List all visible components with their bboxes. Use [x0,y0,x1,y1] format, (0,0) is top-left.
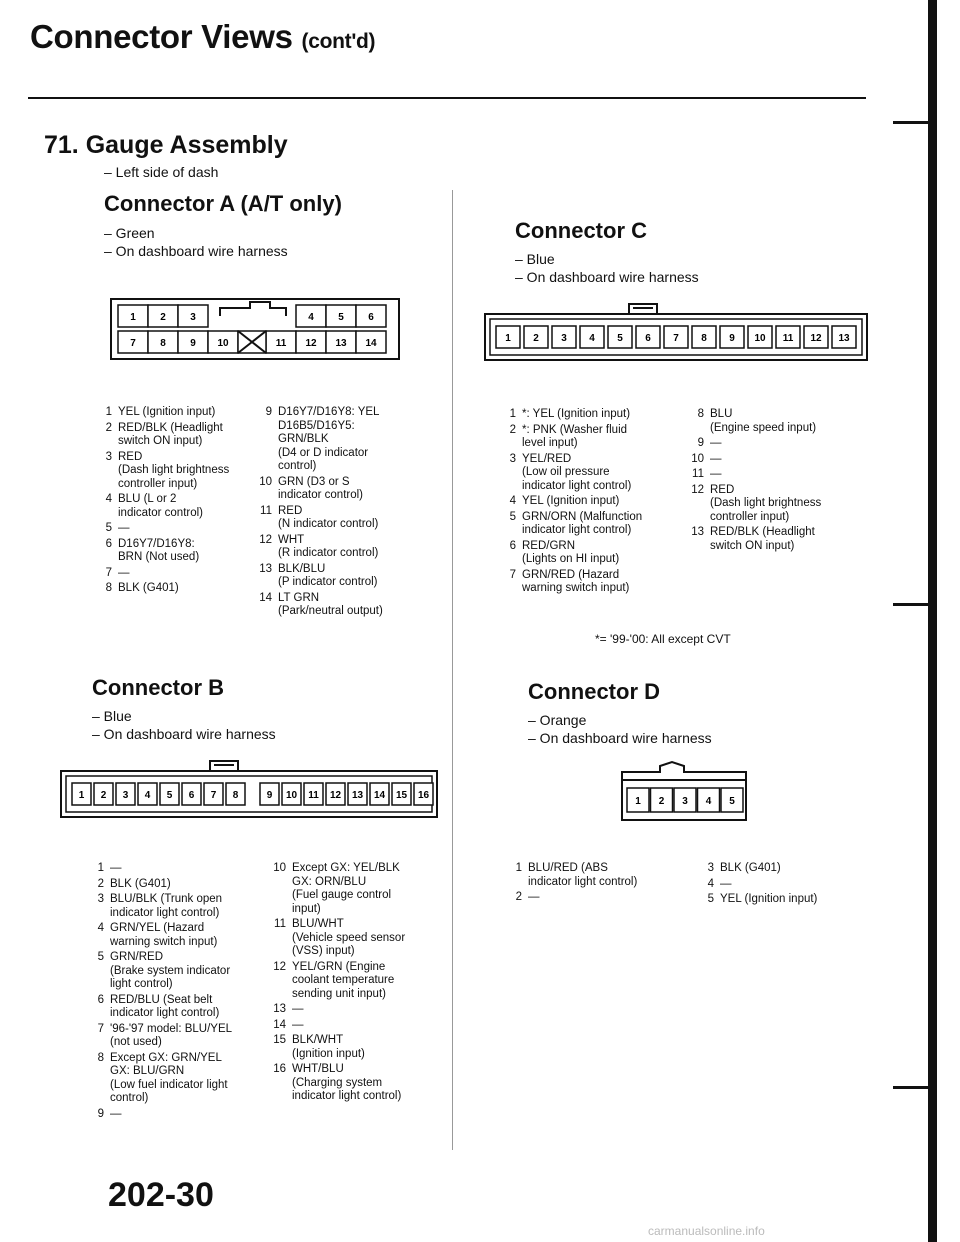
cavity [720,326,744,348]
cavity [524,326,548,348]
cavity [608,326,632,348]
pin-number: 8 [697,408,704,420]
pin-number: 5 [509,510,516,523]
pin-description: D16Y7/D16Y8: BRN (Not used) [118,537,200,563]
connector-a-title: Connector A (A/T only) [104,191,342,216]
pin-entry [98,493,268,520]
column-divider [452,190,453,1150]
connector-a-diagram [110,298,400,365]
cavity [636,326,660,348]
pin-description: BLU (Engine speed input) [710,408,817,434]
pin-description: BLU/WHT (Vehicle speed sensor (VSS) input) [292,918,406,957]
cavity-number: 3 [561,333,567,344]
cavity-number: 9 [729,333,735,344]
connector-d-pins-left [508,862,688,907]
pin-number: 8 [97,1051,104,1064]
pin-number: 5 [97,951,104,963]
cavity-number: 1 [635,796,641,807]
pin-entry [268,862,448,916]
pin-number: 3 [707,862,714,874]
pin-description: — [118,566,130,579]
pin-entry [502,495,687,509]
pin-entry [254,563,434,590]
cavity [282,783,301,805]
pin-description: BLK (G401) [720,862,781,874]
pin-description: WHT/BLU (Charging system indicator light control) [292,1063,402,1102]
pin-entry [502,408,687,422]
edge-tick [893,121,929,124]
cavity-number: 9 [190,338,196,349]
pin-description: GRN/RED (Hazard warning switch input) [522,568,630,594]
cavity [651,788,673,812]
cavity-number: 2 [533,333,539,344]
connector-b-location: – On dashboard wire harness [92,726,276,742]
cavity-number: 6 [645,333,651,344]
pin-number: 10 [259,475,272,488]
cavity-a [266,331,296,353]
pin-description: GRN/RED (Brake system indicator light control) [110,951,231,990]
pin-entry [700,893,870,907]
pin-entry [90,1023,260,1050]
cavity [674,788,696,812]
pin-description: — [710,452,722,465]
pin-number: 6 [105,537,112,550]
pin-description: YEL (Ignition input) [522,495,620,507]
pin-description: GRN/ORN (Malfunction indicator light control) [522,510,643,536]
pin-description: — [110,862,122,874]
pin-entry [502,511,687,538]
pin-entry [686,437,866,451]
pin-number: 11 [692,468,704,480]
pin-entry [98,567,268,581]
pin-entry [268,1034,448,1061]
pin-number: 14 [259,591,272,604]
pin-description: YEL (Ignition input) [118,406,216,418]
cavity-a [208,331,238,353]
pin-entry [90,951,260,992]
cavity-number: 7 [210,790,217,801]
pin-entry [98,451,268,492]
pin-description: RED/GRN (Lights on HI input) [522,539,620,565]
cavity-a [326,331,356,353]
pin-number: 3 [509,452,516,465]
cavity-number: 12 [810,333,822,344]
cavity-number: 6 [368,312,374,323]
cavity [138,783,157,805]
cavity [160,783,179,805]
pin-entry [90,878,260,892]
pin-number: 12 [691,483,704,496]
pin-number: 7 [97,1022,104,1035]
pin-description: BLK/BLU (P indicator control) [278,562,378,588]
pin-number: 13 [259,562,272,575]
pin-number: 4 [509,495,516,507]
pin-description: RED/BLU (Seat belt indicator light control) [110,993,220,1019]
connector-d-svg [620,760,750,826]
connector-a-color: – Green [104,225,155,241]
connector-c-pins-right [686,408,866,555]
cavity [721,788,743,812]
cavity [326,783,345,805]
cavity-number: 3 [190,312,196,323]
pin-number: 1 [97,862,104,874]
edge-tick [893,603,929,606]
connector-d-diagram [620,760,750,831]
pin-number: 6 [97,993,104,1006]
cavity-number: 8 [701,333,707,344]
cavity-number: 4 [589,333,595,344]
connector-c-pins-left [502,408,687,598]
pin-description: RED (Dash light brightness controller input) [118,450,230,490]
pin-description: *: YEL (Ignition input) [522,408,631,420]
connector-a-location: – On dashboard wire harness [104,243,288,259]
pin-number: 9 [265,406,272,418]
cavity-a [296,305,326,327]
cavity-number: 10 [285,790,298,801]
pin-entry [90,862,260,876]
pin-entry [98,538,268,565]
pin-entry [508,862,688,889]
pin-entry [502,540,687,567]
pin-number: 2 [97,877,104,890]
cavity-number: 1 [78,790,85,801]
pin-number: 11 [260,504,272,517]
cavity-number: 3 [682,796,688,807]
pin-entry [98,406,268,420]
page-edge-bar [928,0,937,1242]
pin-number: 2 [515,891,522,903]
latch-tab [220,302,286,316]
pin-number: 10 [691,452,704,465]
cavity [204,783,223,805]
pin-number: 7 [509,568,516,581]
cavity-number: 5 [338,312,344,323]
cavity-number: 10 [217,338,229,349]
pin-description: '96-'97 model: BLU/YEL (not used) [110,1022,233,1048]
pin-description: — [528,891,540,903]
connector-a-pins-right [254,406,434,621]
pin-description: Except GX: GRN/YEL GX: BLU/GRN (Low fuel indicator light control) [110,1051,228,1104]
pin-entry [502,569,687,596]
pin-description: GRN/YEL (Hazard warning switch input) [110,922,218,948]
cavity [804,326,828,348]
cavity-a [296,331,326,353]
cavity-a [148,305,178,327]
blocked-cavity [238,331,266,353]
cavity-number: 6 [188,790,195,801]
connector-d-pins-right [700,862,870,909]
page-title [30,18,375,56]
pin-entry [254,505,434,532]
cavity-number: 1 [130,312,136,323]
pin-description: YEL (Ignition input) [720,893,818,905]
cavity [226,783,245,805]
pin-description: YEL/RED (Low oil pressure indicator light control) [522,452,632,492]
pin-entry [686,526,866,553]
pin-description: GRN (D3 or S indicator control) [278,475,364,501]
pin-entry [508,891,688,905]
title-rule [28,97,866,99]
pin-number: 10 [273,862,286,874]
pin-entry [98,522,268,536]
pin-entry [502,453,687,494]
pin-number: 15 [273,1034,286,1046]
pin-number: 5 [707,893,714,905]
cavity-number: 2 [100,790,107,801]
pin-number: 7 [105,566,112,579]
cavity [72,783,91,805]
pin-entry [686,468,866,482]
cavity-number: 4 [144,790,151,801]
connector-b-color: – Blue [92,708,132,724]
pin-number: 4 [97,922,104,934]
pin-description: WHT (R indicator control) [278,533,379,559]
section-location: – Left side of dash [104,164,219,180]
pin-entry [254,406,434,474]
pin-entry [268,1003,448,1017]
cavity-number: 1 [505,333,511,344]
latch-tab [622,762,746,780]
connector-d-location: – On dashboard wire harness [528,730,712,746]
cavity [414,783,433,805]
cavity [580,326,604,348]
pin-number: 13 [691,526,704,538]
pin-entry [700,878,870,892]
pin-entry [268,1019,448,1033]
footer-site: carmanualsonline.info [648,1224,765,1238]
page-number: 202-30 [108,1176,214,1214]
cavity-number: 13 [335,338,347,349]
cavity [692,326,716,348]
pin-number: 12 [273,960,286,973]
cavity [116,783,135,805]
pin-entry [700,862,870,876]
connector-b-title: Connector B [92,675,224,700]
pin-entry [268,961,448,1002]
connector-b-diagram [60,757,438,824]
cavity-number: 16 [417,790,430,801]
pin-description: RED (N indicator control) [278,504,379,530]
cavity-number: 11 [275,338,287,349]
pin-description: — [710,437,722,449]
cavity-number: 9 [266,790,273,801]
pin-entry [90,994,260,1021]
pin-entry [254,592,434,619]
cavity [94,783,113,805]
connector-a-pins-left [98,406,268,598]
cavity [370,783,389,805]
section-title: 71. Gauge Assembly [44,131,288,159]
cavity [748,326,772,348]
page-title-main: Connector Views [30,18,293,55]
pin-description: *: PNK (Washer fluid level input) [522,423,628,449]
cavity-number: 11 [308,790,319,801]
cavity [832,326,856,348]
edge-tick [893,1086,929,1089]
cavity-number: 8 [160,338,166,349]
cavity-number: 13 [838,333,850,344]
pin-description: BLU/BLK (Trunk open indicator light control) [110,893,223,919]
pin-number: 8 [105,582,112,594]
pin-number: 16 [273,1063,286,1075]
pin-description: BLK (G401) [110,877,171,890]
pin-number: 11 [274,918,286,930]
cavity-a [148,331,178,353]
cavity [348,783,367,805]
pin-number: 1 [515,862,522,874]
cavity-number: 10 [754,333,766,344]
pin-number: 9 [697,437,704,449]
pin-entry [98,422,268,449]
cavity [182,783,201,805]
cavity [392,783,411,805]
pin-number: 13 [273,1003,286,1015]
cavity-a [118,305,148,327]
pin-number: 1 [509,408,516,420]
pin-entry [686,453,866,467]
pin-number: 2 [105,421,112,434]
connector-b-svg [60,757,438,819]
pin-description: — [118,522,130,534]
pin-number: 2 [509,423,516,436]
pin-number: 4 [105,493,112,505]
pin-entry [686,408,866,435]
pin-entry [90,1052,260,1106]
pin-description: RED/BLK (Headlight switch ON input) [118,421,223,447]
cavity-number: 7 [130,338,136,349]
pin-number: 3 [105,450,112,463]
pin-description: BLK (G401) [118,582,179,594]
pin-entry [268,918,448,959]
cavity-number: 5 [166,790,173,801]
cavity-a [118,331,148,353]
connector-a-svg [110,298,400,360]
connector-c-title: Connector C [515,218,647,243]
cavity-a [178,331,208,353]
cavity-number: 12 [305,338,317,349]
pin-number: 4 [707,877,714,890]
pin-description: Except GX: YEL/BLK GX: ORN/BLU (Fuel gauge control input) [292,862,400,915]
pin-description: — [110,1107,122,1120]
cavity [496,326,520,348]
pin-entry [254,476,434,503]
cavity-number: 3 [122,790,129,801]
pin-number: 9 [97,1107,104,1120]
page-title-suffix: (cont'd) [301,30,376,53]
cavity-number: 4 [308,312,314,323]
connector-c-svg [484,300,868,362]
cavity [260,783,279,805]
pin-entry [268,1063,448,1104]
cavity [664,326,688,348]
pin-entry [90,922,260,949]
pin-description: D16Y7/D16Y8: YEL D16B5/D16Y5: GRN/BLK (D4 or D indicator control) [278,406,380,472]
connector-b-pins-left [90,862,260,1123]
pin-description: RED (Dash light brightness controller input) [710,483,822,523]
cavity-number: 14 [373,790,386,801]
cavity-a [356,331,386,353]
pin-entry [90,893,260,920]
cavity-a [178,305,208,327]
connector-b-pins-right [268,862,448,1106]
cavity-number: 13 [351,790,364,801]
pin-number: 6 [509,539,516,552]
pin-description: — [710,468,722,480]
cavity [552,326,576,348]
pin-description: — [292,1003,304,1015]
connector-c-color: – Blue [515,251,555,267]
connector-c-note: *= '99-'00: All except CVT [595,632,731,646]
pin-description: — [292,1018,304,1031]
cavity [776,326,800,348]
cavity [698,788,720,812]
cavity-number: 2 [160,312,166,323]
connector-d-color: – Orange [528,712,587,728]
cavity [304,783,323,805]
cavity-a [356,305,386,327]
pin-description: YEL/GRN (Engine coolant temperature sending unit input) [292,960,395,1000]
cavity-number: 5 [729,796,735,807]
cavity-number: 5 [617,333,623,344]
cavity-number: 4 [705,796,712,807]
pin-entry [686,484,866,525]
pin-number: 3 [97,893,104,905]
pin-number: 12 [259,533,272,546]
connector-c-location: – On dashboard wire harness [515,269,699,285]
cavity-number: 11 [782,333,794,344]
pin-entry [90,1108,260,1122]
connector-c-diagram [484,300,868,367]
pin-entry [98,582,268,596]
pin-number: 5 [105,522,112,534]
pin-number: 1 [105,406,112,418]
pin-entry [502,424,687,451]
cavity [627,788,649,812]
cavity-number: 14 [365,338,377,349]
pin-entry [254,534,434,561]
cavity-number: 12 [329,790,342,801]
pin-description: BLU/RED (ABS indicator light control) [528,862,638,888]
cavity-number: 8 [232,790,239,801]
pin-description: LT GRN (Park/neutral output) [278,591,383,617]
pin-description: — [720,877,732,890]
pin-number: 14 [273,1018,286,1031]
cavity-a [326,305,356,327]
cavity-number: 2 [658,796,665,807]
connector-d-title: Connector D [528,679,660,704]
cavity-number: 7 [673,333,679,344]
pin-description: BLU (L or 2 indicator control) [118,493,204,519]
pin-description: RED/BLK (Headlight switch ON input) [710,526,815,552]
cavity-number: 15 [395,790,408,801]
pin-description: BLK/WHT (Ignition input) [292,1034,365,1060]
